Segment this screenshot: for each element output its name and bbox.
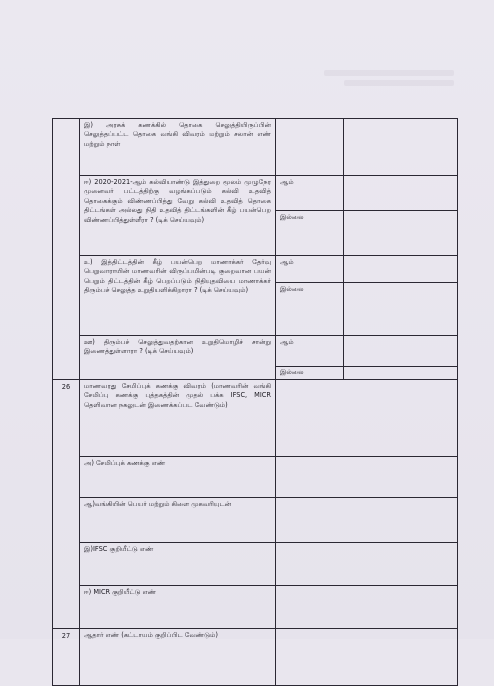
table-row xyxy=(53,498,458,543)
tick-box-yes[interactable] xyxy=(344,336,457,367)
tick-box-no[interactable] xyxy=(344,283,458,336)
option-yes: ஆம் xyxy=(276,256,344,283)
option-no: இல்லை xyxy=(276,211,344,256)
other-scholarship-question: ஈ) 2020-2021-ஆம் கல்வியாண்டு இத்துறை மூலம் முழுநேர முனைவர் பட்டத்திற்கு வழங்கப்படும் கல்வி உதவித் தொகைக்கும் விண்ணப்பித்து வேறு கல்வி உதவித் தொகை திட்டங்கள் அல்லது நிதி உதவித் திட்டங்களின் கீழ் பயன்பெற விண்ணப்பித்துள்ளீரா ? (டிக் செய்யவும்) xyxy=(80,176,276,256)
bank-payment-detail-label: இ) அரசுக் கணக்கில் தொகை செலுத்தியிருப்பின் செலுத்தப்பட்ட தொகை வங்கி விவரம் மற்றும் சலான் எண் மற்றும் நாள் xyxy=(80,119,276,176)
answer-box[interactable] xyxy=(344,119,458,176)
table-row xyxy=(53,586,458,629)
savings-account-heading: மாணவரது சேமிப்புக் கணக்கு விவரம் (மாணவரின் வங்கி சேமிப்பு கணக்கு புத்தகத்தின் முதல் பக்க IFSC, MICR தெளிவான நகலுடன் இணைக்கப்பட வேண்டும்) xyxy=(80,380,276,457)
undertaking-tick-boxes xyxy=(344,336,458,380)
aadhaar-number-label: ஆதார் எண் (கட்டாயம் குறிப்பிட வேண்டும்) xyxy=(80,629,276,686)
table-row xyxy=(53,543,458,586)
table-row xyxy=(53,336,458,380)
beneficiary-question: உ) இத்திட்டத்தின் கீழ் பயன்பெற மாணாக்கர் தேர்வு பெறுவாராயின் மாணவரின் விருப்பமின்படி குறைவான பயன் பெறும் திட்டத்தின் கீழ் பெறப்படும் நிதியுதவியை மாணாக்கர் திரும்பச் செலுத்த உறுதியளிக்கிறாரா ? (டிக் செய்யவும்) xyxy=(80,256,276,336)
aadhaar-number-field[interactable] xyxy=(276,629,458,686)
table-row xyxy=(53,256,458,283)
bank-name-branch-field[interactable] xyxy=(276,498,458,543)
table-row xyxy=(53,457,458,498)
tick-box-no[interactable] xyxy=(344,367,457,379)
show-through-text xyxy=(344,80,454,86)
savings-account-number-field[interactable] xyxy=(276,457,458,498)
tick-box-yes[interactable] xyxy=(344,176,458,211)
ifsc-code-label: இ)IFSC குறியீட்டு எண் xyxy=(80,543,276,586)
tick-box-no[interactable] xyxy=(344,211,458,256)
show-through-text xyxy=(324,70,454,76)
serial-number: 26 xyxy=(53,380,80,629)
option-yes: ஆம் xyxy=(276,176,344,211)
table-row xyxy=(53,629,458,686)
savings-account-number-label: அ) சேமிப்புக் கணக்கு எண் xyxy=(80,457,276,498)
micr-code-label: ஈ) MICR குறியீட்டு எண் xyxy=(80,586,276,629)
table-row xyxy=(53,380,458,457)
answer-box[interactable] xyxy=(276,380,458,457)
option-no: இல்லை xyxy=(276,283,344,336)
ifsc-code-field[interactable] xyxy=(276,543,458,586)
option-no: இல்லை xyxy=(280,368,304,376)
table-row xyxy=(53,176,458,211)
application-form-table xyxy=(52,118,458,686)
option-cell xyxy=(276,119,344,176)
tick-box-yes[interactable] xyxy=(344,256,458,283)
undertaking-options xyxy=(276,336,344,380)
table-row xyxy=(53,119,458,176)
bank-name-branch-label: ஆ)வங்கியின் பெயர் மற்றும் கிளை முகவரியுடன் xyxy=(80,498,276,543)
serial-cell xyxy=(53,119,80,380)
option-yes: ஆம் xyxy=(276,336,343,367)
micr-code-field[interactable] xyxy=(276,586,458,629)
serial-number: 27 xyxy=(53,629,80,686)
undertaking-question: ஊ) திரும்பச் செலுத்துவதற்கான உறுதிமொழிச் சான்று இணைத்துள்ளாரா ? (டிக் செய்யவும்) xyxy=(80,336,276,380)
